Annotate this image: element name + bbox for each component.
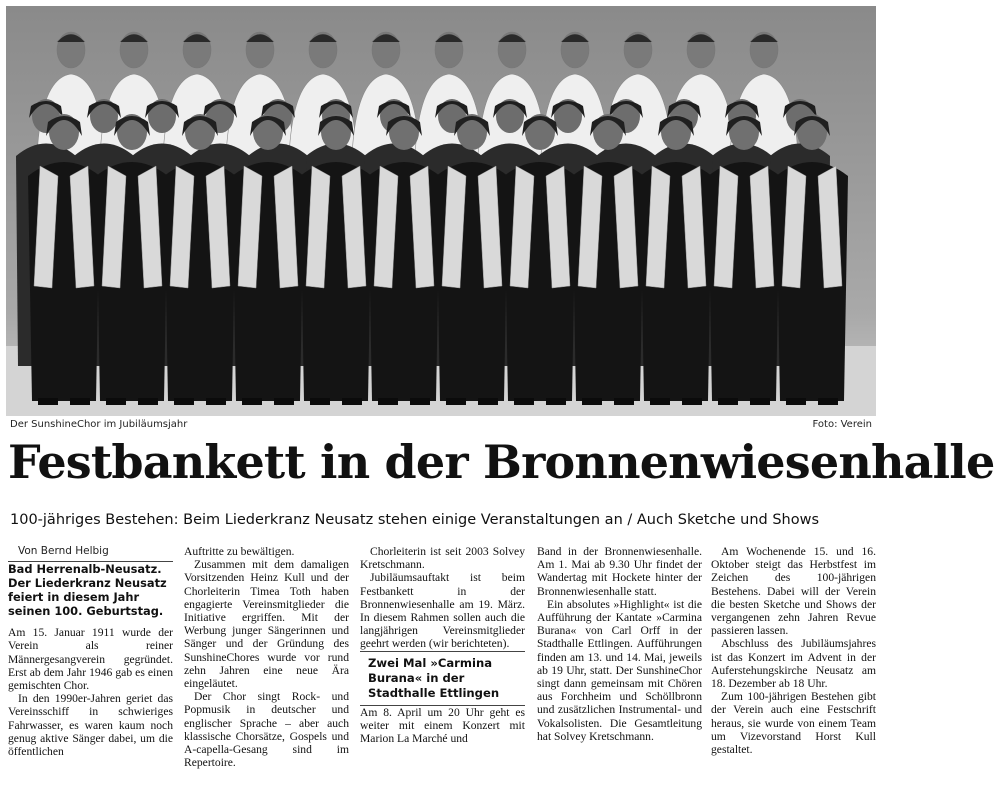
headline: Festbankett in der Bronnenwiesenhalle — [8, 435, 994, 489]
paragraph: Am 15. Januar 1911 wurde der Verein als reiner Männergesangverein gegründet. Erst ab dem Jahr 1946 gab es einen gemischten Chor. — [8, 626, 173, 693]
byline: Von Bernd Helbig — [8, 545, 173, 562]
photo-caption: Der SunshineChor im Jubiläumsjahr — [10, 419, 188, 430]
choir-photo — [6, 6, 876, 416]
paragraph: Ein absolutes »Highlight« ist die Aufführung der Kantate »Carmina Burana« von Carl Orff in der Stadthalle Ettlingen. Aufführungen finden am 13. und 14. Mai, jeweils ab 19 Uhr, statt. Der SunshineChor singt dann gemeinsam mit Chören aus Forchheim und Schöllbronn und zusätzlichen Instrumental- und Vokalsolisten. Die Gesamtleitung hat Solvey Kretschmann. — [537, 597, 702, 743]
paragraph: Am Wochenende 15. und 16. Oktober steigt das Herbstfest im Zeichen des 100-jährigen Bestehens. Dabei will der Verein die besten Sketche und Shows der vergangenen zehn Jahren Revue passieren lassen. — [711, 545, 876, 638]
article-column-2 — [184, 545, 349, 769]
paragraph: Zum 100-jährigen Bestehen gibt der Verein auch eine Festschrift heraus, sie wurde von einem Team um Vizevorstand Horst Kull gestaltet. — [711, 690, 876, 757]
paragraph: Am 8. April um 20 Uhr geht es weiter mit einem Konzert mit Marion La Marché und — [360, 705, 525, 746]
article-column-4 — [537, 545, 702, 743]
photo-credit: Foto: Verein — [812, 419, 872, 430]
choir-group-illustration — [6, 6, 876, 416]
article-column-5 — [711, 545, 876, 756]
paragraph: Zusammen mit dem damaligen Vorsitzenden Heinz Kull und der Chorleiterin Timea Toth haben engagierte Vereinsmitglieder die Initiative ergriffen. Mit der Werbung junger Sängerinnen und Sänger und der Gründung des SunshineChores wurde vor rund zehn Jahren eine neue Ära eingeläutet. — [184, 558, 349, 691]
paragraph: Abschluss des Jubiläumsjahres ist das Konzert im Advent in der Auferstehungskirche Neusatz am 18. Dezember ab 18 Uhr. — [711, 637, 876, 691]
article-column-3 — [360, 545, 525, 745]
paragraph: In den 1990er-Jahren geriet das Vereinsschiff in schwieriges Fahrwasser, es waren kaum noch genug aktive Sänger dabei, um die öffentlichen — [8, 692, 173, 759]
article-lead: Bad Herrenalb-Neusatz. Der Liederkranz Neusatz feiert in diesem Jahr seinen 100. Geburtstag. — [8, 562, 167, 619]
paragraph: Auftritte zu bewältigen. — [184, 545, 295, 558]
paragraph: Der Chor singt Rock- und Popmusik in deutscher und englischer Sprache – aber auch klassische Chorsätze, Gospels und A-capella-Gesang sind im Repertoire. — [184, 690, 349, 770]
intertitle: Zwei Mal »Carmina Burana« in der Stadthalle Ettlingen — [360, 651, 525, 706]
paragraph: Chorleiterin ist seit 2003 Solvey Kretschmann. — [360, 545, 525, 572]
paragraph: Jubiläumsauftakt ist beim Festbankett in der Bronnenwiesenhalle am 19. März. In diesem Rahmen sollen auch die langjährigen Vereinsmitglieder geehrt werden (wir berichteten). — [360, 571, 525, 651]
article-column-1 — [8, 545, 173, 758]
paragraph: Band in der Bronnenwiesenhalle. Am 1. Mai ab 9.30 Uhr findet der Wandertag mit Hockete hinter der Bronnenwiesenhalle statt. — [537, 545, 702, 598]
subheadline: 100-jähriges Bestehen: Beim Liederkranz Neusatz stehen einige Veranstaltungen an / Auch Sketche und Shows — [10, 512, 819, 528]
